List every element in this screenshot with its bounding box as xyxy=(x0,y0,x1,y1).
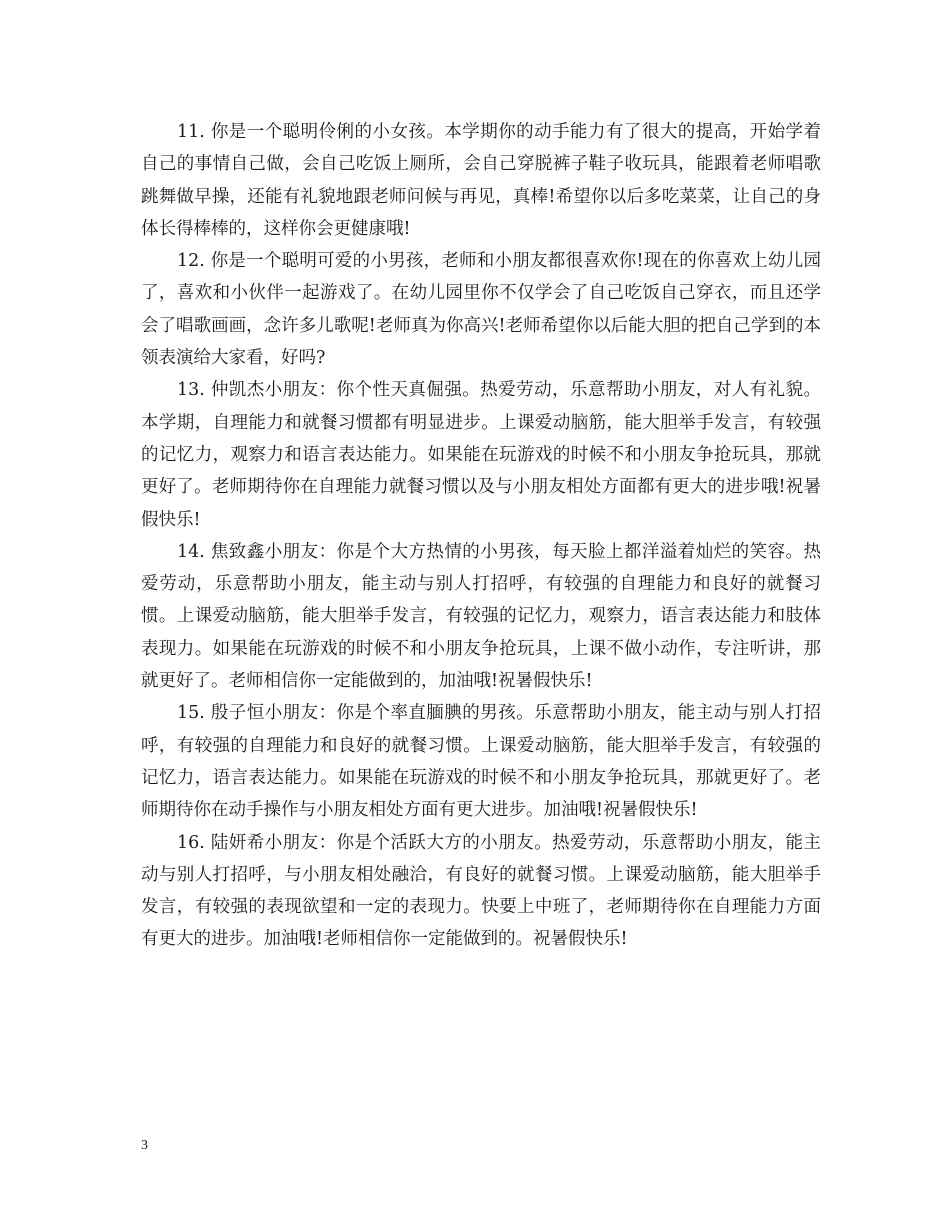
comment-paragraph-12: 12. 你是一个聪明可爱的小男孩，老师和小朋友都很喜欢你!现在的你喜欢上幼儿园了，喜欢和小伙伴一起游戏了。在幼儿园里你不仅学会了自己吃饭自己穿衣，而且还学会了唱歌画画，念许多儿歌呢!老师真为你高兴!老师希望你以后能大胆的把自己学到的本领表演给大家看，好吗? xyxy=(141,251,821,369)
document-body xyxy=(141,116,821,956)
comment-paragraph-16: 16. 陆妍希小朋友：你是个活跃大方的小朋友。热爱劳动，乐意帮助小朋友，能主动与别人打招呼，与小朋友相处融洽，有良好的就餐习惯。上课爱动脑筋，能大胆举手发言，有较强的表现欲望和一定的表现力。快要上中班了，老师期待你在自理能力方面有更大的进步。加油哦!老师相信你一定能做到的。祝暑假快乐! xyxy=(141,832,821,950)
comment-paragraph-15: 15. 殷子恒小朋友：你是个率直腼腆的男孩。乐意帮助小朋友，能主动与别人打招呼，有较强的自理能力和良好的就餐习惯。上课爱动脑筋，能大胆举手发言，有较强的记忆力，语言表达能力。如果能在玩游戏的时候不和小朋友争抢玩具，那就更好了。老师期待你在动手操作与小朋友相处方面有更大进步。加油哦!祝暑假快乐! xyxy=(141,703,821,821)
page-number: 3 xyxy=(141,1138,148,1153)
comment-paragraph-11: 11. 你是一个聪明伶俐的小女孩。本学期你的动手能力有了很大的提高，开始学着自己的事情自己做，会自己吃饭上厕所，会自己穿脱裤子鞋子收玩具，能跟着老师唱歌跳舞做早操，还能有礼貌地跟老师问候与再见，真棒!希望你以后多吃菜菜，让自己的身体长得棒棒的，这样你会更健康哦! xyxy=(141,122,821,239)
comment-paragraph-14: 14. 焦致鑫小朋友：你是个大方热情的小男孩，每天脸上都洋溢着灿烂的笑容。热爱劳动，乐意帮助小朋友，能主动与别人打招呼，有较强的自理能力和良好的就餐习惯。上课爱动脑筋，能大胆举手发言，有较强的记忆力，观察力，语言表达能力和肢体表现力。如果能在玩游戏的时候不和小朋友争抢玩具，上课不做小动作，专注听讲，那就更好了。老师相信你一定能做到的，加油哦!祝暑假快乐! xyxy=(141,541,821,692)
comment-paragraph-13: 13. 仲凯杰小朋友：你个性天真倔强。热爱劳动，乐意帮助小朋友，对人有礼貌。本学期，自理能力和就餐习惯都有明显进步。上课爱动脑筋，能大胆举手发言，有较强的记忆力，观察力和语言表达能力。如果能在玩游戏的时候不和小朋友争抢玩具，那就更好了。老师期待你在自理能力就餐习惯以及与小朋友相处方面都有更大的进步哦!祝暑假快乐! xyxy=(141,380,821,530)
